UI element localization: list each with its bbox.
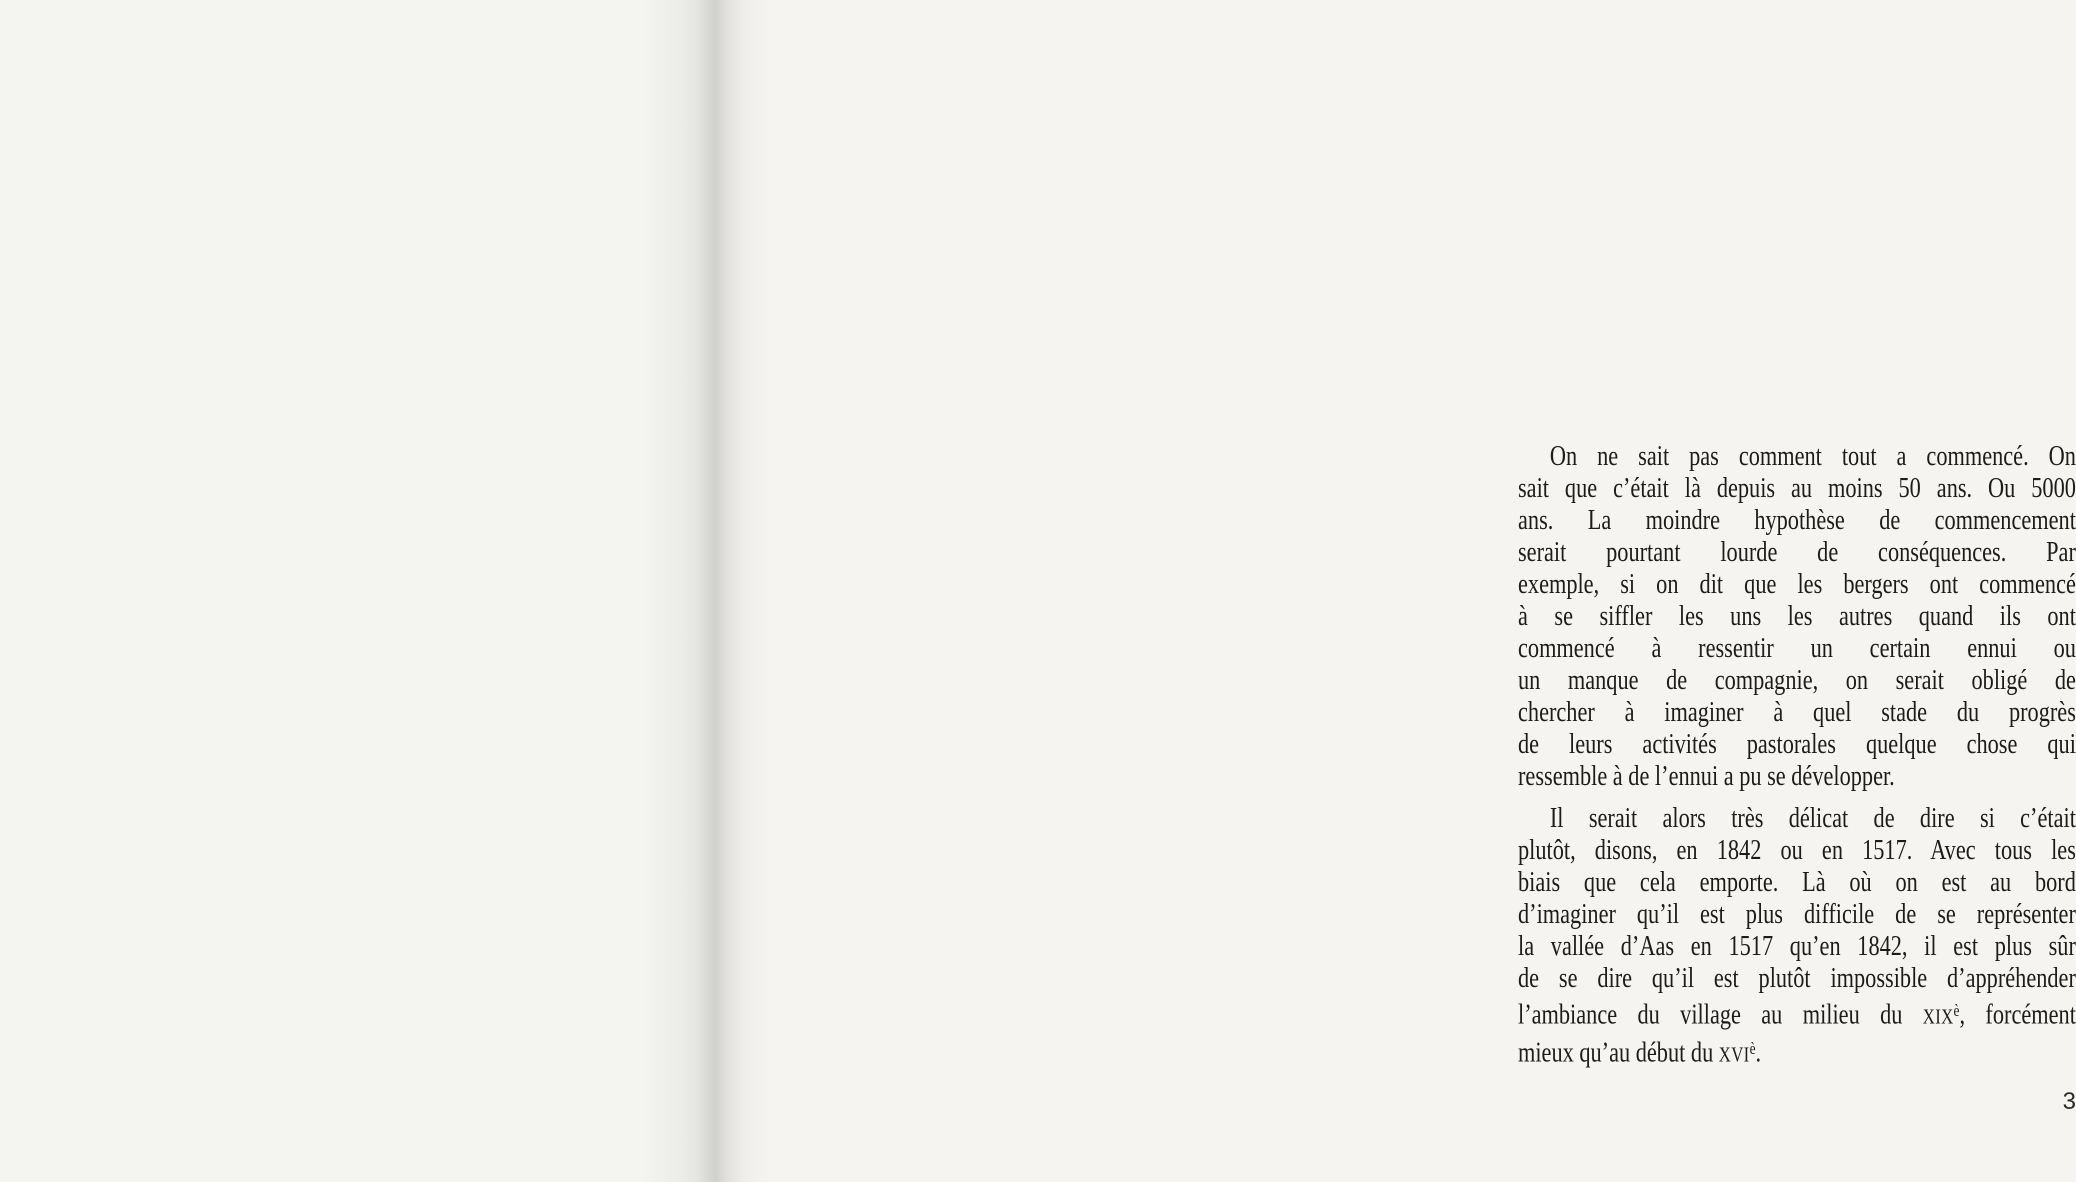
text-line: à se siffler les uns les autres quand ils ont xyxy=(1518,601,2076,632)
text-line: serait pourtant lourde de conséquences. Par xyxy=(1518,537,2076,568)
text-segment: , forcément xyxy=(1959,999,2076,1031)
paragraph xyxy=(1518,803,2076,1070)
page-left xyxy=(0,0,718,1182)
text-line xyxy=(1518,1033,2076,1071)
text-line: un manque de compagnie, on serait obligé de xyxy=(1518,665,2076,696)
text-line: la vallée d’Aas en 1517 qu’en 1842, il est plus sûr xyxy=(1518,931,2076,962)
text-line: On ne sait pas comment tout a commencé. On xyxy=(1549,441,2076,472)
text-line: commencé à ressentir un certain ennui ou xyxy=(1518,633,2076,664)
text-line: ans. La moindre hypothèse de commencement xyxy=(1518,505,2076,536)
text-line xyxy=(1518,995,2076,1033)
text-line: de leurs activités pastorales quelque chose qui xyxy=(1518,729,2076,760)
small-caps-roman-numeral: XVI xyxy=(1718,1042,1750,1067)
text-line: de se dire qu’il est plutôt impossible d’appréhender xyxy=(1518,963,2076,994)
page-right xyxy=(718,0,2076,1182)
text-line: Il serait alors très délicat de dire si c’était xyxy=(1549,803,2076,834)
text-segment: . xyxy=(1755,1037,1762,1069)
text-line: sait que c’était là depuis au moins 50 ans. Ou 5000 xyxy=(1518,473,2076,504)
superscript-ordinal: è xyxy=(1749,1038,1756,1058)
small-caps-roman-numeral: XIX xyxy=(1922,1004,1954,1029)
body-text xyxy=(1518,441,2076,1070)
paragraph xyxy=(1518,441,2076,793)
text-line: exemple, si on dit que les bergers ont commencé xyxy=(1518,569,2076,600)
text-line: d’imaginer qu’il est plus difficile de se représenter xyxy=(1518,899,2076,930)
text-line: biais que cela emporte. Là où on est au bord xyxy=(1518,867,2076,898)
page-number: 3 xyxy=(2062,1088,2076,1115)
text-line: ressemble à de l’ennui a pu se développer. xyxy=(1518,761,1895,792)
superscript-ordinal: è xyxy=(1953,1001,1960,1020)
text-segment: mieux qu’au début du xyxy=(1518,1037,1719,1069)
text-line: plutôt, disons, en 1842 ou en 1517. Avec tous les xyxy=(1518,835,2076,866)
text-line: chercher à imaginer à quel stade du progrès xyxy=(1518,697,2076,728)
text-segment: l’ambiance du village au milieu du xyxy=(1518,999,1923,1031)
